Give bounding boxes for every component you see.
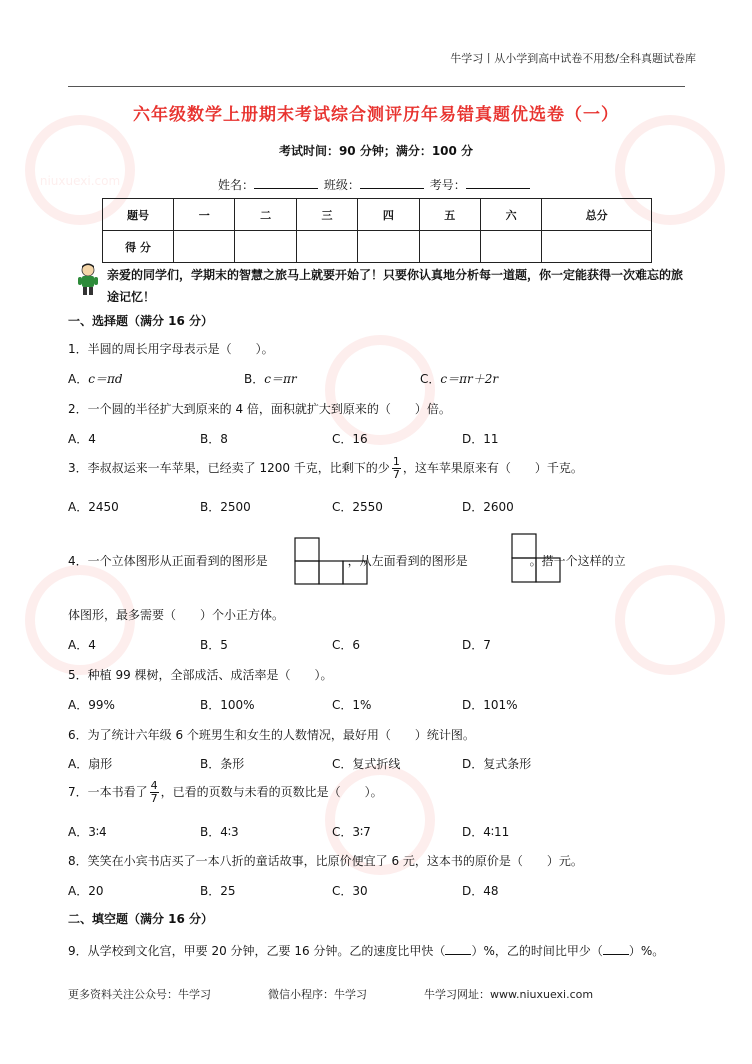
number-label: 考号： (429, 178, 466, 192)
svg-text:niuxuexi.com: niuxuexi.com (39, 174, 121, 188)
front-view-figure (294, 537, 368, 585)
q4-text-a: 4．一个立体图形从正面看到的图形是 (68, 554, 268, 568)
left-view-figure (511, 533, 561, 583)
question-5: 5．种植 99 棵树，全部成活、成活率是（ ）。 (68, 668, 333, 682)
score-cell[interactable] (358, 231, 419, 263)
q9-text-c: ）%。 (628, 944, 665, 958)
score-header-row (103, 199, 652, 231)
question-9 (68, 942, 664, 959)
q5-option-c[interactable]: C．1% (332, 698, 372, 712)
q6-option-d[interactable]: D．复式条形 (462, 757, 532, 771)
q4-option-c[interactable]: C．6 (332, 638, 361, 652)
q6-option-b[interactable]: B．条形 (200, 757, 245, 771)
q7-option-b[interactable]: B．4∶3 (200, 825, 239, 839)
option-math: c＝πr＋2r (440, 372, 499, 386)
q7-option-d[interactable]: D．4∶11 (462, 825, 510, 839)
name-blank[interactable] (254, 177, 318, 189)
name-label: 姓名： (218, 178, 255, 192)
q2-option-b[interactable]: B．8 (200, 432, 228, 446)
q1-option-b[interactable] (244, 370, 297, 387)
score-cell[interactable] (542, 231, 652, 263)
question-7 (68, 780, 383, 805)
q6-option-c[interactable]: C．复式折线 (332, 757, 401, 771)
q2-option-c[interactable]: C．16 (332, 432, 368, 446)
q2-option-d[interactable]: D．11 (462, 432, 499, 446)
number-blank[interactable] (466, 177, 530, 189)
fraction-numerator: 4 (150, 779, 158, 792)
question-4-line2: 体图形，最多需要（ ）个小正方体。 (68, 608, 285, 622)
footer-website[interactable]: 牛学习网址：www.niuxuexi.com (424, 988, 594, 1001)
q9-blank-1[interactable] (445, 944, 471, 955)
fraction (392, 456, 401, 481)
score-row (103, 231, 652, 263)
q1-option-c[interactable] (420, 370, 498, 387)
q4-option-a[interactable]: A．4 (68, 638, 96, 652)
q1-option-a[interactable] (68, 370, 123, 387)
class-label: 班级： (323, 178, 360, 192)
score-header-cell: 四 (358, 199, 419, 231)
score-cell[interactable] (174, 231, 235, 263)
fraction-denominator: 7 (150, 792, 158, 805)
q7-option-a[interactable]: A．3∶4 (68, 825, 107, 839)
q9-text-b: ）%，乙的时间比甲少（ (471, 944, 603, 958)
q8-option-a[interactable]: A．20 (68, 884, 104, 898)
q7-option-c[interactable]: C．3∶7 (332, 825, 371, 839)
score-cell[interactable] (296, 231, 357, 263)
page-header: 牛学习丨从小学到高中试卷不用愁/全科真题试卷库 (450, 52, 696, 65)
class-blank[interactable] (360, 177, 424, 189)
score-header-cell: 题号 (103, 199, 174, 231)
student-cartoon-icon (76, 262, 100, 296)
footer-mini-program: 微信小程序：牛学习 (268, 988, 367, 1001)
q3-option-b[interactable]: B．2500 (200, 500, 251, 514)
q3-text-pre: 3．李叔叔运来一车苹果，已经卖了 1200 千克，比剩下的少 (68, 461, 390, 475)
question-2: 2．一个圆的半径扩大到原来的 4 倍，面积就扩大到原来的（ ）倍。 (68, 402, 451, 416)
intro-text: 亲爱的同学们，学期末的智慧之旅马上就要开始了！只要你认真地分析每一道题，你一定能获得一次难忘的旅途记忆！ (107, 268, 684, 304)
q2-option-a[interactable]: A．4 (68, 432, 96, 446)
q4-text-c: 。搭一个这样的立 (529, 554, 626, 568)
q4-option-b[interactable]: B．5 (200, 638, 228, 652)
q3-option-c[interactable]: C．2550 (332, 500, 383, 514)
page-title: 六年级数学上册期末考试综合测评历年易错真题优选卷（一） (133, 105, 619, 125)
score-header-cell: 一 (174, 199, 235, 231)
q4-option-d[interactable]: D．7 (462, 638, 491, 652)
question-1: 1．半圆的周长用字母表示是（ ）。 (68, 342, 274, 356)
option-letter: B． (244, 372, 265, 386)
q4-text-b: ，从左面看到的图形是 (347, 554, 468, 568)
exam-subtitle: 考试时间：90 分钟；满分：100 分 (278, 144, 474, 158)
score-cell[interactable] (235, 231, 296, 263)
q5-option-a[interactable]: A．99% (68, 698, 115, 712)
q3-option-d[interactable]: D．2600 (462, 500, 514, 514)
score-cell[interactable] (419, 231, 480, 263)
score-header-cell: 总分 (542, 199, 652, 231)
q8-option-c[interactable]: C．30 (332, 884, 368, 898)
fraction-denominator: 7 (392, 468, 400, 481)
score-header-cell: 二 (235, 199, 296, 231)
score-cell[interactable] (480, 231, 541, 263)
q9-text-a: 9．从学校到文化宫，甲要 20 分钟，乙要 16 分钟。乙的速度比甲快（ (68, 944, 446, 958)
section-choice-title: 一、选择题（满分 16 分） (68, 314, 214, 328)
fraction-numerator: 1 (392, 455, 400, 468)
question-8: 8．笑笑在小宾书店买了一本八折的童话故事，比原价便宜了 6 元，这本书的原价是（ ）元。 (68, 854, 583, 868)
footer-wechat-account: 更多资料关注公众号：牛学习 (68, 988, 211, 1001)
q5-option-d[interactable]: D．101% (462, 698, 518, 712)
watermark-logo (610, 560, 730, 680)
question-3 (68, 456, 583, 481)
q7-text-pre: 7．一本书看了 (68, 785, 148, 799)
option-math: c＝πr (264, 372, 297, 386)
q6-option-a[interactable]: A．扇形 (68, 757, 113, 771)
q8-option-b[interactable]: B．25 (200, 884, 236, 898)
option-letter: C． (420, 372, 441, 386)
q5-option-b[interactable]: B．100% (200, 698, 255, 712)
option-letter: A． (68, 372, 89, 386)
score-header-cell: 五 (419, 199, 480, 231)
header-divider (68, 86, 685, 87)
fraction (150, 780, 159, 805)
q8-option-d[interactable]: D．48 (462, 884, 499, 898)
score-header-cell: 六 (480, 199, 541, 231)
score-row-label: 得 分 (103, 231, 174, 263)
q3-option-a[interactable]: A．2450 (68, 500, 119, 514)
q9-blank-2[interactable] (603, 944, 629, 955)
option-math: c＝πd (88, 372, 123, 386)
section-fill-title: 二、填空题（满分 16 分） (68, 912, 214, 926)
score-header-cell: 三 (296, 199, 357, 231)
question-6: 6．为了统计六年级 6 个班男生和女生的人数情况，最好用（ ）统计图。 (68, 728, 475, 742)
q3-text-post: ，这车苹果原来有（ ）千克。 (402, 461, 583, 475)
q7-text-post: ，已看的页数与未看的页数比是（ ）。 (160, 785, 383, 799)
score-table (102, 198, 652, 263)
student-info (218, 176, 532, 193)
